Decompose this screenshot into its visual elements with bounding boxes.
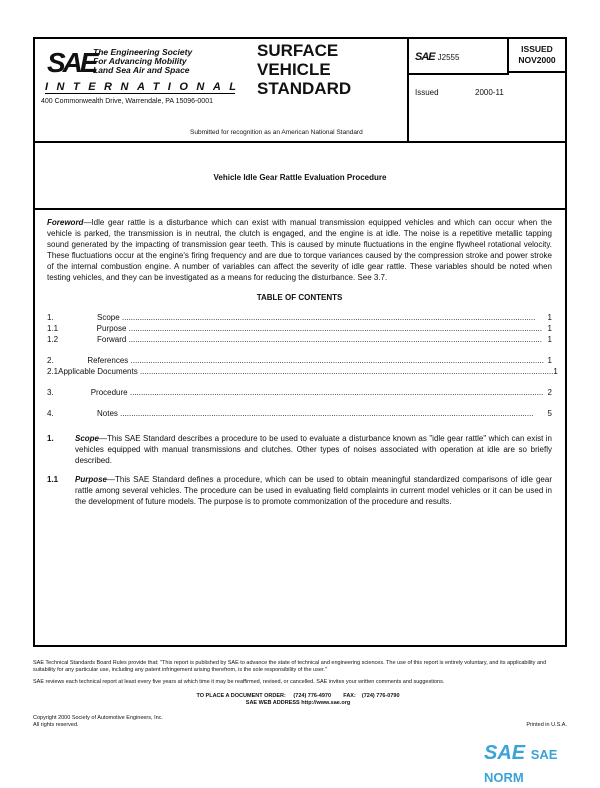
toc-page: 1 — [547, 335, 552, 344]
toc-label: Notes ..... — [97, 408, 542, 419]
table-of-contents — [47, 312, 558, 419]
header — [35, 39, 565, 143]
doc-number: J2555 — [437, 53, 460, 62]
toc-label: Purpose ..... — [97, 323, 542, 334]
toc-label: Scope ..... — [97, 312, 542, 323]
toc-label: Applicable Documents ..... — [58, 366, 553, 377]
watermark-logo: SAE SAE NORM — [484, 742, 558, 785]
toc-page: 1 — [547, 324, 552, 333]
toc-item[interactable] — [47, 334, 552, 345]
toc-gap — [47, 398, 552, 408]
section-label: Purpose — [75, 475, 108, 484]
footer-rules: SAE Technical Standards Board Rules provide that: "This report is published by SAE to advance the state of technical and engineering sciences. The use of this report is entirely voluntary, and its applicability and suitability for any particular use, including any patent infringement arising therefrom, is the sole responsibility of the user." — [33, 660, 547, 673]
standard-frame — [33, 37, 567, 647]
toc-page: 5 — [547, 409, 552, 418]
toc-number: 2.1 — [47, 367, 59, 376]
foreword-text: —Idle gear rattle is a disturbance which can exist with manual transmission equipped vehicles and which can occur when the vehicle is parked, the transmission is in neutral, the clutch is engaged, and the engine is at idle. The noise is a repetitive metallic tapping sound generated by the impacting of transmission gear teeth. This is caused by minute fluctuations in the engine flywheel rotational velocity. These fluctuations occur at the engine's firing frequency and are due to torque variances caused by the compression stroke and power stroke of the internal combustion engine. A number of variables can affect the severity of idle gear rattle. These variables should be noted when testing vehicles, and they can be investigated as a means for reducing the disturbance. See 3.7. — [47, 218, 552, 282]
toc-gap — [47, 345, 552, 355]
toc-page: 1 — [553, 367, 558, 376]
standard-type-line: SURFACE — [257, 41, 339, 60]
toc-number: 2. — [47, 356, 54, 365]
toc-item[interactable] — [47, 323, 552, 334]
toc-number: 4. — [47, 409, 54, 418]
section-number: 1. — [47, 434, 54, 443]
section-text: —This SAE Standard defines a procedure, which can be used to obtain meaningful standardized comparisons of idle gear rattle among several vehicles. The procedure can be used in evaluating field complaints in current model vehicles or it can be used in the development of future models. The purpose is to promote commonization of the procedure and results. — [75, 475, 552, 506]
toc-label: References ..... — [87, 355, 544, 366]
tagline-line: For Advancing Mobility — [93, 56, 187, 66]
section — [47, 433, 552, 466]
footer-review: SAE reviews each technical report at least every five years at which time it may be reaffirmed, revised, or cancelled. SAE invites your written comments and suggestions. — [33, 679, 445, 685]
toc-number: 1.1 — [47, 324, 59, 333]
toc-page: 1 — [547, 356, 552, 365]
tagline-line: Land Sea Air and Space — [93, 65, 190, 75]
issued-label: ISSUED — [521, 44, 553, 54]
toc-number: 1.2 — [47, 335, 59, 344]
section-number: 1.1 — [47, 475, 59, 484]
copyright: Copyright 2000 Society of Automotive Engineers, Inc. — [33, 715, 163, 721]
toc-number: 3. — [47, 388, 54, 397]
doc-number-cell — [409, 39, 509, 75]
document-title: Vehicle Idle Gear Rattle Evaluation Procedure — [213, 173, 387, 182]
address: 400 Commonwealth Drive, Warrendale, PA 15096-0001 — [41, 98, 213, 105]
toc-number: 1. — [47, 313, 54, 322]
international-label: INTERNATIONAL — [45, 81, 245, 93]
section — [47, 474, 552, 507]
toc-item[interactable] — [47, 355, 552, 366]
section-text: —This SAE Standard describes a procedure to be used to evaluate a disturbance known as "idle gear rattle" which can exist in vehicles equipped with manual transmissions and clutches. Other types of noises associated with operation at idle are so briefly described. — [75, 434, 552, 465]
toc-label: Procedure ..... — [91, 387, 544, 398]
toc-page: 2 — [547, 388, 552, 397]
foreword — [47, 217, 552, 283]
order-info: TO PLACE A DOCUMENT ORDER: (724) 776-4970 FAX: (724) 776-0790 — [196, 693, 400, 699]
document-body — [47, 217, 558, 507]
submitted-note: Submitted for recognition as an American National Standard — [190, 129, 363, 136]
toc-heading: TABLE OF CONTENTS — [256, 293, 343, 302]
standard-type-line: STANDARD — [257, 79, 352, 98]
rights: All rights reserved. — [33, 722, 79, 728]
foreword-label: Foreword — [47, 218, 84, 227]
sae-logo: SAE — [47, 47, 96, 78]
toc-gap — [47, 377, 552, 387]
printed-in: Printed in U.S.A. — [526, 722, 567, 728]
toc-item[interactable] — [47, 387, 552, 398]
sae-small-logo: SAE — [415, 51, 435, 63]
issued-field — [415, 88, 505, 97]
web-address[interactable]: SAE WEB ADDRESS http://www.sae.org — [245, 700, 351, 706]
toc-item[interactable] — [47, 366, 558, 377]
tagline — [93, 48, 192, 75]
issued-field-label: Issued — [415, 88, 439, 97]
issued-date-label: NOV2000 — [518, 55, 556, 65]
issued-field-value: 2000-11 — [475, 88, 504, 97]
watermark-text: SAE NORM — [484, 747, 558, 785]
toc-item[interactable] — [47, 408, 552, 419]
header-left — [35, 39, 409, 141]
issued-cell — [509, 39, 565, 73]
footer — [33, 660, 567, 729]
sections — [47, 433, 552, 507]
toc-item[interactable] — [47, 312, 552, 323]
section-label: Scope — [75, 434, 100, 443]
tagline-line: The Engineering Society — [93, 47, 193, 57]
standard-type-line: VEHICLE — [257, 60, 331, 79]
standard-type — [257, 41, 351, 98]
toc-label: Forward ..... — [97, 334, 542, 345]
toc-page: 1 — [547, 313, 552, 322]
